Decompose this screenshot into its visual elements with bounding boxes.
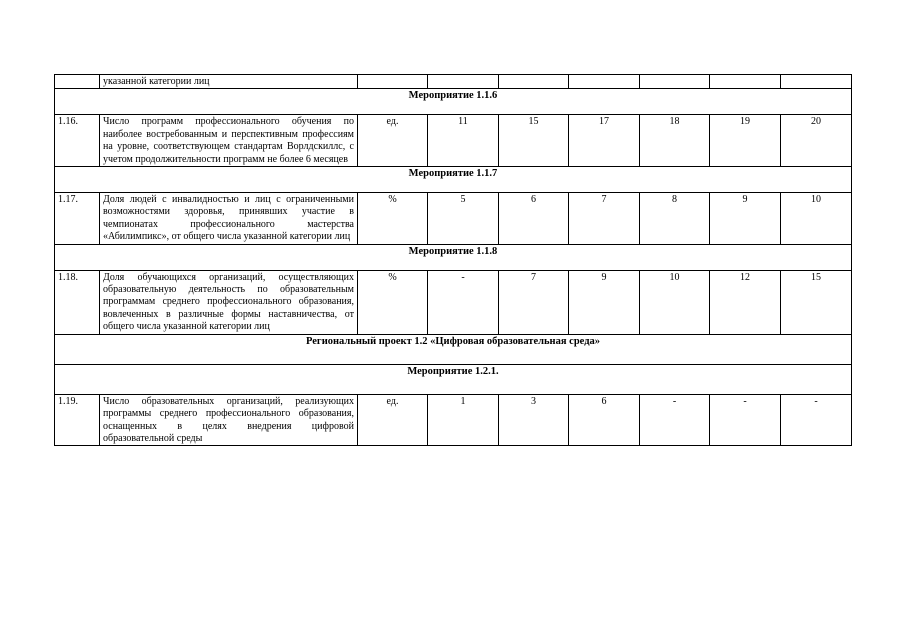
indicators-table	[54, 74, 852, 446]
value-cell	[499, 75, 569, 89]
unit-cell: %	[358, 193, 428, 245]
table-row	[55, 115, 852, 167]
indicator-description: Число образовательных организаций, реализующих программы среднего профессионального образования, оснащенных в целях внедрения цифровой образовательной среды	[100, 394, 358, 446]
value-cell: -	[710, 394, 781, 446]
indicator-description: Число программ профессионального обучения по наиболее востребованным и перспективным профессиям на уровне, соответствующем стандартам Ворлдскиллс, с учетом продолжительности программ не более 6 месяцев	[100, 115, 358, 167]
section-header-row	[55, 364, 852, 394]
value-cell: 19	[710, 115, 781, 167]
value-cell: 15	[781, 270, 852, 334]
table-row	[55, 270, 852, 334]
section-title: Мероприятие 1.2.1.	[55, 364, 852, 394]
value-cell	[428, 75, 499, 89]
section-header-row	[55, 167, 852, 193]
value-cell: 9	[569, 270, 640, 334]
value-cell	[781, 75, 852, 89]
value-cell: 6	[499, 193, 569, 245]
section-title: Мероприятие 1.1.7	[55, 167, 852, 193]
value-cell: 10	[640, 270, 710, 334]
row-number: 1.18.	[55, 270, 100, 334]
value-cell: 8	[640, 193, 710, 245]
unit-cell: ед.	[358, 115, 428, 167]
value-cell: -	[428, 270, 499, 334]
row-number: 1.17.	[55, 193, 100, 245]
section-title: Мероприятие 1.1.6	[55, 89, 852, 115]
value-cell: 18	[640, 115, 710, 167]
section-header-row	[55, 334, 852, 364]
indicator-description: Доля людей с инвалидностью и лиц с ограниченными возможностями здоровья, принявших участие в чемпионатах профессионального мастерства «Абилимпикс», от общего числа указанной категории лиц	[100, 193, 358, 245]
value-cell: 7	[499, 270, 569, 334]
value-cell	[569, 75, 640, 89]
value-cell: -	[640, 394, 710, 446]
value-cell: 5	[428, 193, 499, 245]
value-cell	[358, 75, 428, 89]
indicator-description: указанной категории лиц	[100, 75, 358, 89]
row-number: 1.16.	[55, 115, 100, 167]
row-number: 1.19.	[55, 394, 100, 446]
section-title: Региональный проект 1.2 «Цифровая образовательная среда»	[55, 334, 852, 364]
value-cell: 11	[428, 115, 499, 167]
section-title: Мероприятие 1.1.8	[55, 244, 852, 270]
value-cell	[640, 75, 710, 89]
value-cell: 3	[499, 394, 569, 446]
value-cell: 12	[710, 270, 781, 334]
value-cell: 9	[710, 193, 781, 245]
value-cell: 6	[569, 394, 640, 446]
indicator-description: Доля обучающихся организаций, осуществляющих образовательную деятельность по образовательным программам среднего профессионального образования, вовлеченных в различные формы наставничества, от общего числа указанной категории лиц	[100, 270, 358, 334]
section-header-row	[55, 244, 852, 270]
value-cell: 10	[781, 193, 852, 245]
value-cell: 7	[569, 193, 640, 245]
unit-cell: %	[358, 270, 428, 334]
section-header-row	[55, 89, 852, 115]
table-body	[55, 75, 852, 446]
value-cell	[710, 75, 781, 89]
value-cell: 20	[781, 115, 852, 167]
value-cell: -	[781, 394, 852, 446]
value-cell: 15	[499, 115, 569, 167]
unit-cell: ед.	[358, 394, 428, 446]
value-cell: 1	[428, 394, 499, 446]
value-cell: 17	[569, 115, 640, 167]
row-number-cell	[55, 75, 100, 89]
table-row	[55, 394, 852, 446]
table-row	[55, 75, 852, 89]
table-row	[55, 193, 852, 245]
